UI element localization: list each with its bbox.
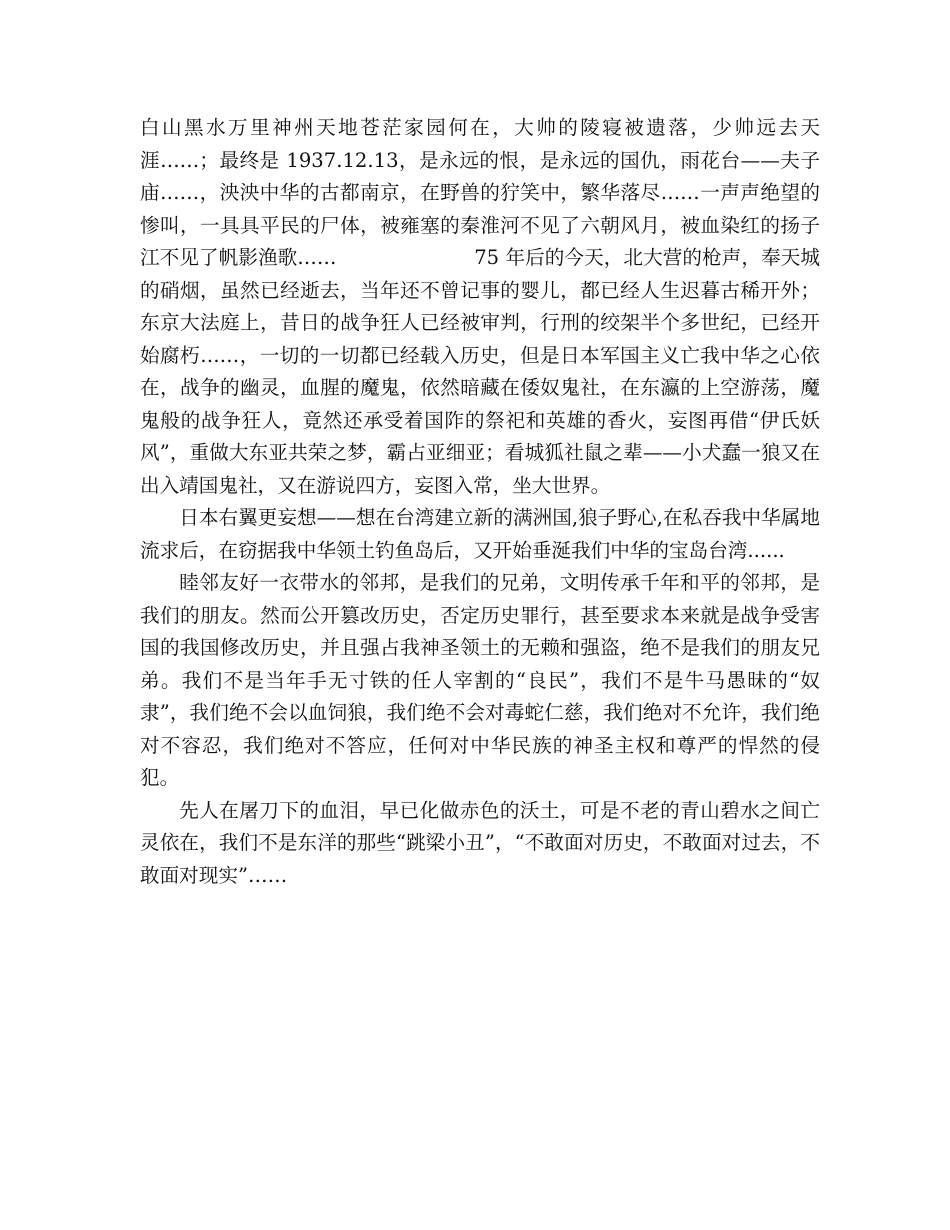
- paragraph-1: 白山黑水万里神州天地苍茫家园何在，大帅的陵寝被遗落，少帅远去天涯……；最终是 1937.12.13，是永远的恨，是永远的国仇，雨花台——夫子庙……，泱泱中华的古都南京，在野兽的狞笑中，繁华落尽……一声声绝望的惨叫，一具具平民的尸体，被雍塞的秦淮河不见了六朝风月，被血染红的扬子江不见了帆影渔歌…… 75 年后的今天，北大营的枪声，奉天城的硝烟，虽然已经逝去，当年还不曾记事的婴儿，都已经人生迟暮古稀开外；东京大法庭上，昔日的战争狂人已经被审判，行刑的绞架半个多世纪，已经开始腐朽……，一切的一切都已经载入历史，但是日本军国主义亡我中华之心依在，战争的幽灵，血腥的魔鬼，依然暗藏在倭奴鬼社，在东瀛的上空游荡，魔鬼般的战争狂人，竟然还承受着国阼的祭祀和英雄的香火，妄图再借“伊氏妖风”，重做大东亚共荣之梦，霸占亚细亚；看城狐社鼠之辈——小犬蠢一狼又在出入靖国鬼社，又在游说四方，妄图入常，坐大世界。: [140, 116, 820, 497]
- document-page: [140, 112, 820, 892]
- paragraph-4: 先人在屠刀下的血泪，早已化做赤色的沃土，可是不老的青山碧水之间亡灵依在，我们不是东洋的那些“跳梁小丑”，“不敢面对历史，不敢面对过去，不敢面对现实”……: [140, 798, 820, 887]
- paragraph-3: 睦邻友好一衣带水的邻邦，是我们的兄弟，文明传承千年和平的邻邦，是我们的朋友。然而公开篡改历史，否定历史罪行，甚至要求本来就是战争受害国的我国修改历史，并且强占我神圣领土的无赖和强盗，绝不是我们的朋友兄弟。我们不是当年手无寸铁的任人宰割的“良民”，我们不是牛马愚昧的“奴隶”，我们绝不会以血饲狼，我们绝不会对毒蛇仁慈，我们绝对不允许，我们绝对不容忍，我们绝对不答应，任何对中华民族的神圣主权和尊严的悍然的侵犯。: [140, 571, 820, 789]
- paragraph-2: 日本右翼更妄想——想在台湾建立新的满洲国,狼子野心,在私吞我中华属地流求后，在窃据我中华领土钓鱼岛后，又开始垂涎我们中华的宝岛台湾......: [140, 506, 820, 562]
